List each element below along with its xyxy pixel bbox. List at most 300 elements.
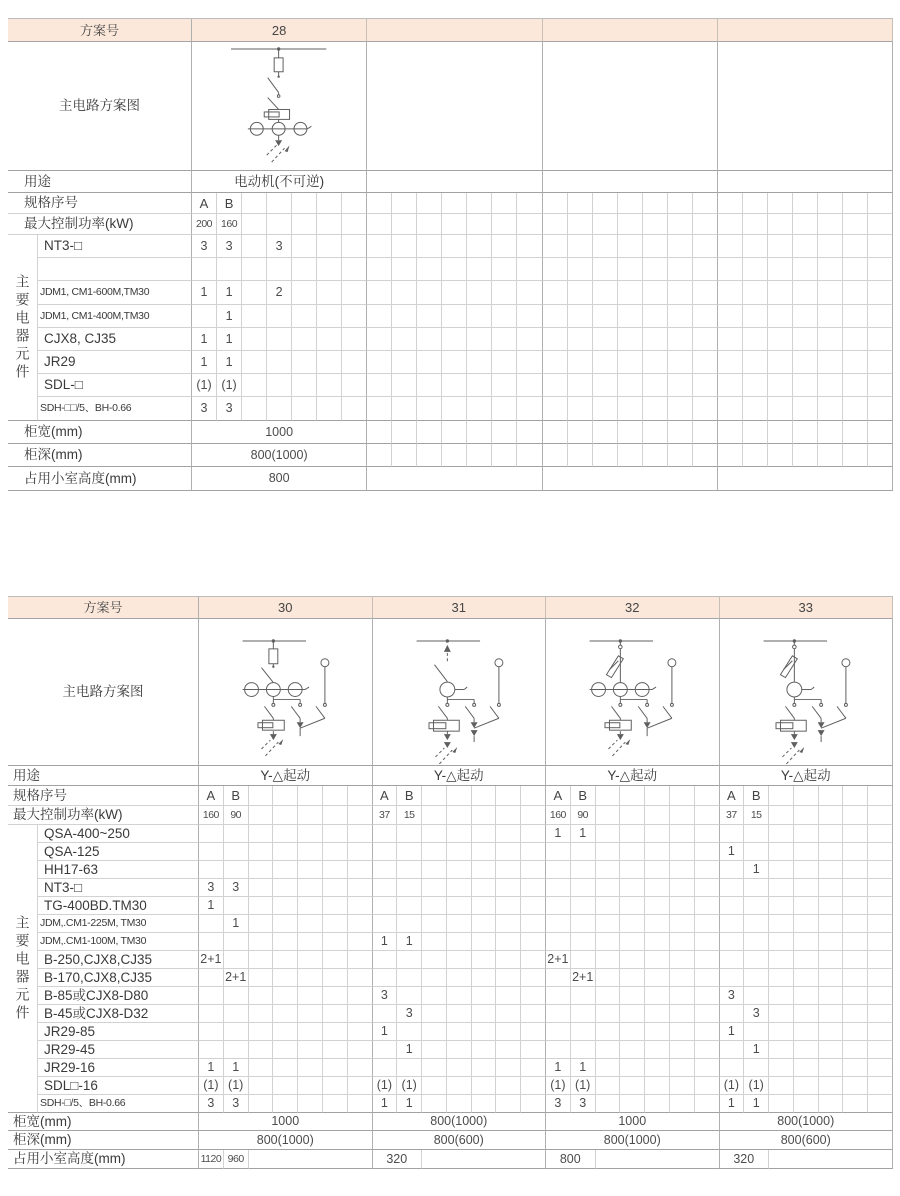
grid-cell [593, 305, 618, 328]
grid-cell [818, 374, 843, 397]
grid-cell [868, 915, 893, 933]
grid-cell [348, 879, 373, 897]
grid-cell [571, 987, 596, 1005]
grid-cell [668, 397, 693, 421]
grid-cell [249, 951, 274, 969]
grid-cell [323, 1095, 348, 1113]
grid-cell: 1 [224, 1059, 249, 1077]
grid-cell [743, 397, 768, 421]
grid-cell [467, 374, 492, 397]
grid-cell [199, 843, 224, 861]
grid-cell [843, 421, 868, 444]
grid-cell [492, 193, 517, 214]
grid-cell [693, 421, 718, 444]
grid-cell [720, 1005, 745, 1023]
usage-value: 电动机(不可逆) [192, 171, 367, 193]
grid-cell [521, 1059, 546, 1077]
grid-cell [818, 328, 843, 351]
grid-cell [249, 1077, 274, 1095]
grid-cell: 3 [199, 879, 224, 897]
grid-cell [521, 1041, 546, 1059]
grid-cell [596, 1059, 621, 1077]
grid-cell [593, 235, 618, 258]
grid-cell [868, 1095, 893, 1113]
grid-cell [744, 879, 769, 897]
grid-cell: 1 [744, 1095, 769, 1113]
grid-cell [323, 843, 348, 861]
grid-cell [417, 328, 442, 351]
grid-cell [447, 987, 472, 1005]
grid-cell [417, 374, 442, 397]
grid-cell [348, 1095, 373, 1113]
grid-cell [718, 305, 743, 328]
grid-cell: 1 [397, 933, 422, 951]
grid-cell [793, 193, 818, 214]
grid-cell [367, 193, 392, 214]
grid-cell [496, 1005, 521, 1023]
grid-cell [496, 933, 521, 951]
grid-cell [670, 1023, 695, 1041]
grid-cell [224, 1041, 249, 1059]
grid-cell: 37 [720, 806, 745, 825]
grid-cell [447, 861, 472, 879]
grid-cell [568, 328, 593, 351]
grid-cell: B [217, 193, 242, 214]
grid-cell [199, 915, 224, 933]
grid-cell [843, 825, 868, 843]
grid-cell [720, 861, 745, 879]
grid-cell [643, 258, 668, 281]
grid-cell [843, 861, 868, 879]
grid-cell [442, 421, 467, 444]
grid-cell [224, 1005, 249, 1023]
grid-cell [843, 351, 868, 374]
grid-cell [819, 951, 844, 969]
grid-cell [670, 843, 695, 861]
grid-cell: 3 [397, 1005, 422, 1023]
grid-cell [447, 843, 472, 861]
grid-cell [348, 897, 373, 915]
grid-cell [298, 969, 323, 987]
grid-cell [643, 235, 668, 258]
grid-cell [422, 843, 447, 861]
grid-cell [417, 214, 442, 235]
grid-cell [668, 421, 693, 444]
grid-cell [467, 214, 492, 235]
grid-cell [718, 444, 743, 467]
grid-cell [793, 444, 818, 467]
grid-cell [543, 305, 568, 328]
grid-cell [620, 951, 645, 969]
grid-cell [342, 258, 367, 281]
grid-cell [472, 1023, 497, 1041]
grid-cell [392, 281, 417, 305]
grid-cell [422, 951, 447, 969]
grid-cell [720, 951, 745, 969]
grid-cell: 1 [397, 1041, 422, 1059]
grid-cell: (1) [571, 1077, 596, 1095]
grid-cell [596, 1005, 621, 1023]
grid-cell [593, 351, 618, 374]
grid-cell [397, 861, 422, 879]
grid-cell [618, 281, 643, 305]
main-circuit-label: 主电路方案图 [8, 619, 199, 766]
grid-cell [818, 281, 843, 305]
grid-cell [496, 1041, 521, 1059]
grid-cell [843, 235, 868, 258]
grid-cell [298, 897, 323, 915]
grid-cell [593, 193, 618, 214]
grid-cell [496, 879, 521, 897]
grid-cell [317, 351, 342, 374]
grid-cell [769, 987, 794, 1005]
grid-cell [521, 806, 546, 825]
grid-cell [472, 969, 497, 987]
grid-cell [323, 951, 348, 969]
grid-cell [843, 214, 868, 235]
grid-cell [593, 328, 618, 351]
grid-cell: 3 [744, 1005, 769, 1023]
grid-cell [645, 861, 670, 879]
grid-cell [743, 193, 768, 214]
grid-cell [670, 987, 695, 1005]
grid-cell: 3 [224, 879, 249, 897]
grid-cell [695, 987, 720, 1005]
height-value: 1120 [199, 1150, 224, 1169]
grid-cell: 1 [217, 328, 242, 351]
grid-cell [843, 969, 868, 987]
grid-cell [521, 861, 546, 879]
grid-cell [467, 328, 492, 351]
component-group-label: 主要电器元件 [8, 825, 38, 1113]
grid-cell [645, 969, 670, 987]
grid-cell [267, 214, 292, 235]
grid-cell [868, 444, 893, 467]
grid-cell [292, 305, 317, 328]
grid-cell [392, 397, 417, 421]
grid-cell [868, 1077, 893, 1095]
grid-cell [373, 915, 398, 933]
grid-cell [768, 444, 793, 467]
grid-cell [695, 915, 720, 933]
grid-cell [843, 328, 868, 351]
grid-cell [620, 843, 645, 861]
grid-cell [447, 806, 472, 825]
grid-cell [768, 235, 793, 258]
grid-cell [373, 879, 398, 897]
grid-cell [521, 951, 546, 969]
grid-cell [367, 214, 392, 235]
grid-cell [472, 879, 497, 897]
circuit-diagram-empty [367, 42, 542, 171]
grid-cell [199, 825, 224, 843]
grid-cell [492, 444, 517, 467]
grid-cell [367, 281, 392, 305]
grid-cell [521, 786, 546, 806]
grid-cell [693, 281, 718, 305]
grid-cell [868, 897, 893, 915]
grid-cell [546, 987, 571, 1005]
grid-cell [643, 328, 668, 351]
grid-cell [249, 806, 274, 825]
grid-cell [843, 843, 868, 861]
grid-cell [695, 786, 720, 806]
grid-cell [267, 351, 292, 374]
grid-cell [348, 915, 373, 933]
grid-cell [348, 1041, 373, 1059]
circuit-diagram-31 [373, 619, 547, 766]
dimension-value: 1000 [199, 1113, 373, 1131]
dimension-value: 1000 [192, 421, 367, 444]
grid-cell [249, 861, 274, 879]
grid-cell [693, 374, 718, 397]
dimension-value [718, 467, 893, 491]
grid-cell [442, 214, 467, 235]
scheme-number: 28 [192, 19, 367, 42]
grid-cell: (1) [720, 1077, 745, 1095]
grid-cell [267, 193, 292, 214]
grid-cell [843, 1059, 868, 1077]
grid-cell [447, 897, 472, 915]
grid-cell [794, 1077, 819, 1095]
grid-cell [298, 951, 323, 969]
grid-cell [868, 235, 893, 258]
grid-cell [242, 281, 267, 305]
grid-cell [695, 1005, 720, 1023]
grid-cell: 1 [546, 825, 571, 843]
grid-cell [492, 374, 517, 397]
grid-cell [242, 235, 267, 258]
component-name: QSA-125 [38, 843, 199, 861]
grid-cell [643, 397, 668, 421]
dimension-value: 800(1000) [720, 1113, 894, 1131]
grid-cell [768, 397, 793, 421]
grid-cell [596, 806, 621, 825]
scheme-no-header: 方案号 [8, 19, 192, 42]
grid-cell [317, 235, 342, 258]
grid-cell [843, 987, 868, 1005]
grid-cell [298, 1095, 323, 1113]
grid-cell [794, 879, 819, 897]
grid-cell [868, 397, 893, 421]
grid-cell [620, 861, 645, 879]
grid-cell [392, 328, 417, 351]
grid-cell [273, 897, 298, 915]
grid-cell [568, 421, 593, 444]
grid-cell [342, 397, 367, 421]
grid-cell [472, 1059, 497, 1077]
grid-cell [818, 235, 843, 258]
grid-cell [670, 951, 695, 969]
grid-cell [517, 351, 542, 374]
grid-cell [670, 1005, 695, 1023]
height-value: 320 [373, 1150, 423, 1169]
grid-cell [695, 951, 720, 969]
grid-cell [620, 1077, 645, 1095]
grid-cell [397, 1059, 422, 1077]
grid-cell [571, 843, 596, 861]
grid-cell [769, 825, 794, 843]
grid-cell [769, 897, 794, 915]
usage-label: 用途 [8, 766, 199, 786]
grid-cell [670, 1059, 695, 1077]
grid-cell [718, 397, 743, 421]
grid-cell [620, 806, 645, 825]
grid-cell [273, 1023, 298, 1041]
grid-cell [843, 258, 868, 281]
grid-cell [843, 915, 868, 933]
grid-cell [693, 214, 718, 235]
grid-cell [447, 1023, 472, 1041]
usage-value: Y-△起动 [373, 766, 547, 786]
grid-cell [447, 1041, 472, 1059]
grid-cell [819, 1059, 844, 1077]
grid-cell [447, 879, 472, 897]
grid-cell [868, 281, 893, 305]
grid-cell [668, 328, 693, 351]
grid-cell [620, 879, 645, 897]
grid-cell [392, 351, 417, 374]
grid-cell [224, 987, 249, 1005]
grid-cell [249, 1150, 373, 1169]
grid-cell [596, 843, 621, 861]
grid-cell [472, 1095, 497, 1113]
grid-cell [571, 915, 596, 933]
circuit-diagram-33 [720, 619, 894, 766]
grid-cell [769, 951, 794, 969]
component-name: NT3-□ [38, 879, 199, 897]
grid-cell [769, 1059, 794, 1077]
grid-cell [496, 915, 521, 933]
grid-cell [768, 328, 793, 351]
grid-cell [521, 1023, 546, 1041]
grid-cell [768, 374, 793, 397]
grid-cell [192, 258, 217, 281]
grid-cell [543, 214, 568, 235]
grid-cell [718, 193, 743, 214]
grid-cell [367, 374, 392, 397]
grid-cell [819, 933, 844, 951]
grid-cell [273, 1095, 298, 1113]
grid-cell [693, 351, 718, 374]
grid-cell [744, 951, 769, 969]
component-name: JDM,.CM1-100M, TM30 [38, 933, 199, 951]
grid-cell [273, 951, 298, 969]
grid-cell: 15 [744, 806, 769, 825]
component-name: B-45或CJX8-D32 [38, 1005, 199, 1023]
grid-cell [467, 421, 492, 444]
grid-cell [242, 258, 267, 281]
grid-cell [794, 1023, 819, 1041]
grid-cell [224, 1023, 249, 1041]
grid-cell: 1 [546, 1059, 571, 1077]
grid-cell [496, 786, 521, 806]
dimension-value: 800(600) [373, 1131, 547, 1150]
grid-cell [298, 1023, 323, 1041]
grid-cell [818, 351, 843, 374]
grid-cell [298, 879, 323, 897]
usage-value [718, 171, 893, 193]
grid-cell [769, 806, 794, 825]
grid-cell [273, 1059, 298, 1077]
grid-cell [819, 879, 844, 897]
grid-cell: 200 [192, 214, 217, 235]
spec-serial-label: 规格序号 [8, 193, 192, 214]
grid-cell [744, 969, 769, 987]
grid-cell [192, 305, 217, 328]
component-name: JR29 [38, 351, 192, 374]
grid-cell [392, 214, 417, 235]
grid-cell [521, 1077, 546, 1095]
grid-cell [273, 843, 298, 861]
grid-cell [819, 1077, 844, 1095]
grid-cell [348, 933, 373, 951]
grid-cell [546, 1005, 571, 1023]
grid-cell [348, 951, 373, 969]
grid-cell: 3 [267, 235, 292, 258]
grid-cell [292, 328, 317, 351]
grid-cell [397, 1023, 422, 1041]
grid-cell [818, 193, 843, 214]
grid-cell [422, 806, 447, 825]
grid-cell [769, 1095, 794, 1113]
grid-cell [373, 969, 398, 987]
grid-cell [546, 897, 571, 915]
grid-cell [442, 397, 467, 421]
grid-cell: 160 [546, 806, 571, 825]
grid-cell: 1 [217, 305, 242, 328]
grid-cell [768, 214, 793, 235]
row-label-cabinet_depth: 柜深(mm) [8, 1131, 199, 1150]
grid-cell [442, 193, 467, 214]
grid-cell [620, 1005, 645, 1023]
grid-cell [596, 1041, 621, 1059]
grid-cell [422, 987, 447, 1005]
grid-cell [492, 421, 517, 444]
grid-cell [744, 843, 769, 861]
grid-cell [819, 1023, 844, 1041]
grid-cell: 1 [192, 328, 217, 351]
grid-cell [720, 1059, 745, 1077]
grid-cell [199, 1005, 224, 1023]
grid-cell [593, 374, 618, 397]
grid-cell [496, 897, 521, 915]
grid-cell: 1 [373, 1095, 398, 1113]
grid-cell [744, 915, 769, 933]
grid-cell [645, 786, 670, 806]
grid-cell [348, 806, 373, 825]
grid-cell [819, 1041, 844, 1059]
grid-cell [769, 1150, 893, 1169]
grid-cell [249, 786, 274, 806]
grid-cell [720, 825, 745, 843]
grid-cell [720, 1041, 745, 1059]
row-label-compartment_height: 占用小室高度(mm) [8, 1150, 199, 1169]
grid-cell [818, 421, 843, 444]
scheme-number: 31 [373, 597, 547, 619]
grid-cell [472, 897, 497, 915]
grid-cell [517, 421, 542, 444]
usage-value [543, 171, 718, 193]
grid-cell [217, 258, 242, 281]
grid-cell [618, 258, 643, 281]
grid-cell [224, 951, 249, 969]
grid-cell [442, 258, 467, 281]
grid-cell [868, 951, 893, 969]
grid-cell [417, 235, 442, 258]
grid-cell [743, 444, 768, 467]
usage-value: Y-△起动 [720, 766, 894, 786]
